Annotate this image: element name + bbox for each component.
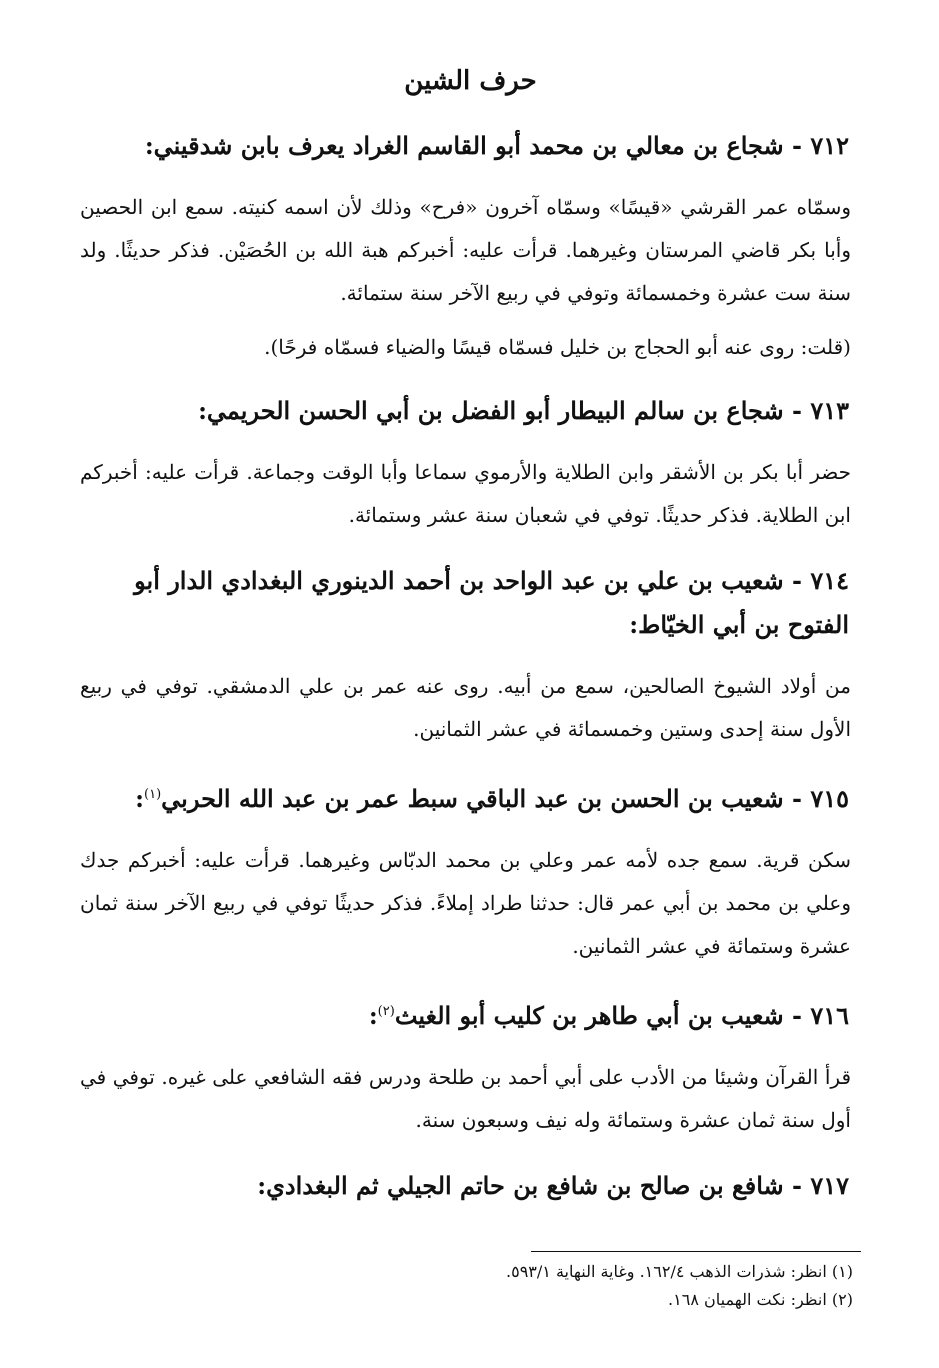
entry-heading-text: ٧١٥ - شعيب بن الحسن بن عبد الباقي سبط عمر بن عبد الله الحربي [161, 784, 849, 813]
page-title: حرف الشين [404, 66, 537, 96]
entry-body: قرأ القرآن وشيئا من الأدب على أبي أحمد بن طلحة ودرس فقه الشافعي على غيره. توفي في أول سنة ثمان عشرة وستمائة وله نيف وسبعون سنة. [80, 1065, 851, 1132]
entry-note: (قلت: روى عنه أبو الحجاج بن خليل فسمّاه قيسًا والضياء فسمّاه فرحًا). [264, 335, 851, 359]
footnotes [80, 1258, 853, 1314]
entry-713 [80, 389, 861, 537]
entry-heading: ٧١٧ - شافع بن صالح بن شافع بن حاتم الجيلي ثم البغدادي: [257, 1171, 849, 1200]
footnote-ref[interactable]: (٢) [377, 1004, 395, 1019]
footnote-divider [531, 1251, 861, 1252]
entry-heading: ٧١٤ - شعيب بن علي بن عبد الواحد بن أحمد الدينوري البغدادي الدار أبو الفتوح بن أبي الخيّاط: [134, 566, 849, 639]
heading-colon: : [368, 1001, 378, 1030]
entry-heading: ٧١٣ - شجاع بن سالم البيطار أبو الفضل بن أبي الحسن الحريمي: [198, 396, 849, 425]
entry-heading [80, 990, 861, 1038]
entry-body: وسمّاه عمر القرشي «قيسًا» وسمّاه آخرون «فرح» وذلك لأن اسمه كنيته. سمع ابن الحصين وأبا بكر قاضي المرستان وغيرهما. قرأت عليه: أخبركم هبة الله بن الحُصَيْن. فذكر حديثًا. ولد سنة ست عشرة وخمسمائة وتوفي في ربيع الآخر سنة ستمائة. [80, 195, 851, 305]
entry-heading: ٧١٢ - شجاع بن معالي بن محمد أبو القاسم الغراد يعرف بابن شدقيني: [144, 131, 849, 160]
entry-714 [80, 559, 861, 751]
entry-712 [80, 124, 861, 367]
entry-716 [80, 990, 861, 1142]
entry-heading [80, 773, 861, 821]
heading-colon: : [135, 784, 145, 813]
entry-heading-text: ٧١٦ - شعيب بن أبي طاهر بن كليب أبو الغيث [394, 1001, 849, 1030]
entry-body: حضر أبا بكر بن الأشقر وابن الطلاية والأرموي سماعا وأبا الوقت وجماعة. قرأت عليه: أخبركم ابن الطلاية. فذكر حديثًا. توفي في شعبان سنة عشر وستمائة. [80, 460, 851, 527]
footnote-1: (١) انظر: شذرات الذهب ١٦٢/٤. وغاية النهاية ٥٩٣/١. [506, 1262, 853, 1281]
entry-717 [80, 1164, 861, 1208]
footnote-2: (٢) انظر: نكت الهميان ١٦٨. [668, 1290, 853, 1309]
entry-715 [80, 773, 861, 968]
entry-body: سكن قرية. سمع جده لأمه عمر وعلي بن محمد الدبّاس وغيرهما. قرأت عليه: أخبركم جدك وعلي بن محمد بن أبي عمر قال: حدثنا طراد إملاءً. فذكر حديثًا توفي في ربيع الآخر سنة ثمان عشرة وستمائة في عشر الثمانين. [80, 848, 851, 958]
entry-body: من أولاد الشيوخ الصالحين، سمع من أبيه. روى عنه عمر بن علي الدمشقي. توفي في ربيع الأول سنة إحدى وستين وخمسمائة في عشر الثمانين. [80, 674, 851, 741]
footnote-ref[interactable]: (١) [144, 787, 162, 802]
